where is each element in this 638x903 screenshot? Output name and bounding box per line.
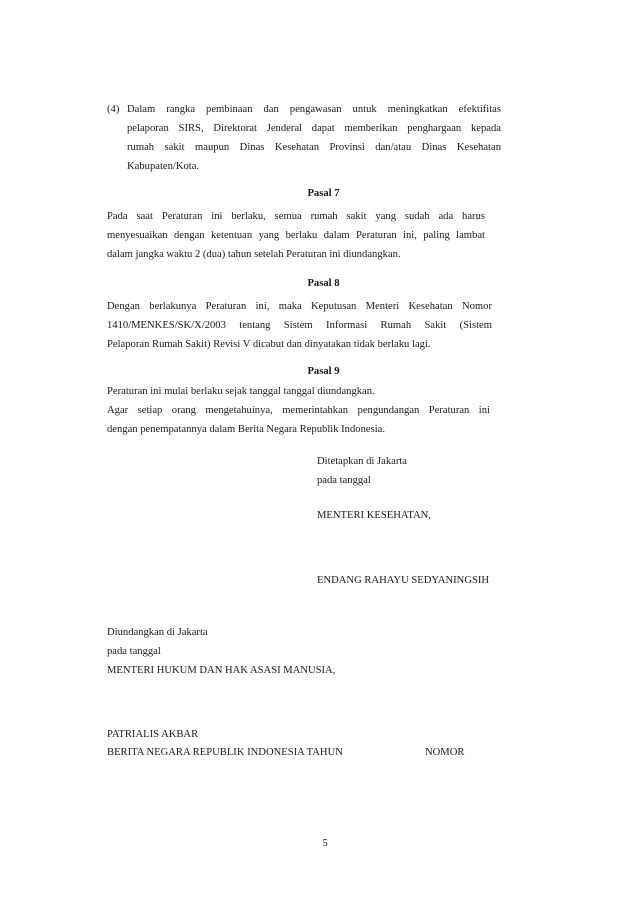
- pasal-9-line: dengan penempatannya dalam Berita Negara Republik Indonesia.: [107, 424, 385, 435]
- pasal-7-title: Pasal 7: [307, 188, 340, 199]
- pasal-8-line: 1410/MENKES/SK/X/2003 tentang Sistem Informasi Rumah Sakit (Sistem: [107, 320, 492, 331]
- promulgation-name: PATRIALIS AKBAR: [107, 729, 199, 740]
- gazette-label: BERITA NEGARA REPUBLIK INDONESIA TAHUN: [107, 747, 343, 758]
- pasal-9-title: Pasal 9: [307, 366, 340, 377]
- promulgation-office: MENTERI HUKUM DAN HAK ASASI MANUSIA,: [107, 665, 336, 676]
- ayat-4-line: Dalam rangka pembinaan dan pengawasan untuk meningkatkan efektifitas: [127, 104, 501, 115]
- pasal-8-text: [107, 297, 492, 354]
- gazette-number-label: NOMOR: [425, 747, 465, 758]
- pasal-7-line: dalam jangka waktu 2 (dua) tahun setelah Peraturan ini diundangkan.: [107, 249, 401, 260]
- signature-name: ENDANG RAHAYU SEDYANINGSIH: [317, 575, 490, 586]
- ayat-4-line: rumah sakit maupun Dinas Kesehatan Provinsi dan/atau Dinas Kesehatan: [127, 142, 501, 153]
- signature-office: MENTERI KESEHATAN,: [317, 510, 431, 521]
- pasal-8-title: Pasal 8: [307, 278, 340, 289]
- ayat-4-number: (4): [107, 104, 120, 115]
- ayat-4-line: pelaporan SIRS, Direktorat Jenderal dapat memberikan penghargaan kepada: [127, 123, 501, 134]
- signature-date: pada tanggal: [317, 475, 371, 486]
- pasal-9-line: Agar setiap orang mengetahuinya, memerintahkan pengundangan Peraturan ini: [107, 405, 490, 416]
- pasal-7-line: menyesuaikan dengan ketentuan yang berlaku dalam Peraturan ini, paling lambat: [107, 230, 485, 241]
- promulgation-place: Diundangkan di Jakarta: [107, 627, 208, 638]
- pasal-7-text: [107, 207, 485, 264]
- ayat-4-line: Kabupaten/Kota.: [127, 161, 200, 172]
- promulgation-date: pada tanggal: [107, 646, 161, 657]
- pasal-8-line: Dengan berlakunya Peraturan ini, maka Keputusan Menteri Kesehatan Nomor: [107, 301, 492, 312]
- ayat-4-text: [127, 100, 501, 176]
- pasal-9-line: Peraturan ini mulai berlaku sejak tanggal tanggal diundangkan.: [107, 386, 375, 397]
- pasal-7-line: Pada saat Peraturan ini berlaku, semua rumah sakit yang sudah ada harus: [107, 211, 485, 222]
- pasal-9-text: [107, 401, 490, 439]
- page-number: 5: [322, 838, 328, 849]
- signature-place: Ditetapkan di Jakarta: [317, 456, 408, 467]
- pasal-8-line: Pelaporan Rumah Sakit) Revisi V dicabut dan dinyatakan tidak berlaku lagi.: [107, 339, 431, 350]
